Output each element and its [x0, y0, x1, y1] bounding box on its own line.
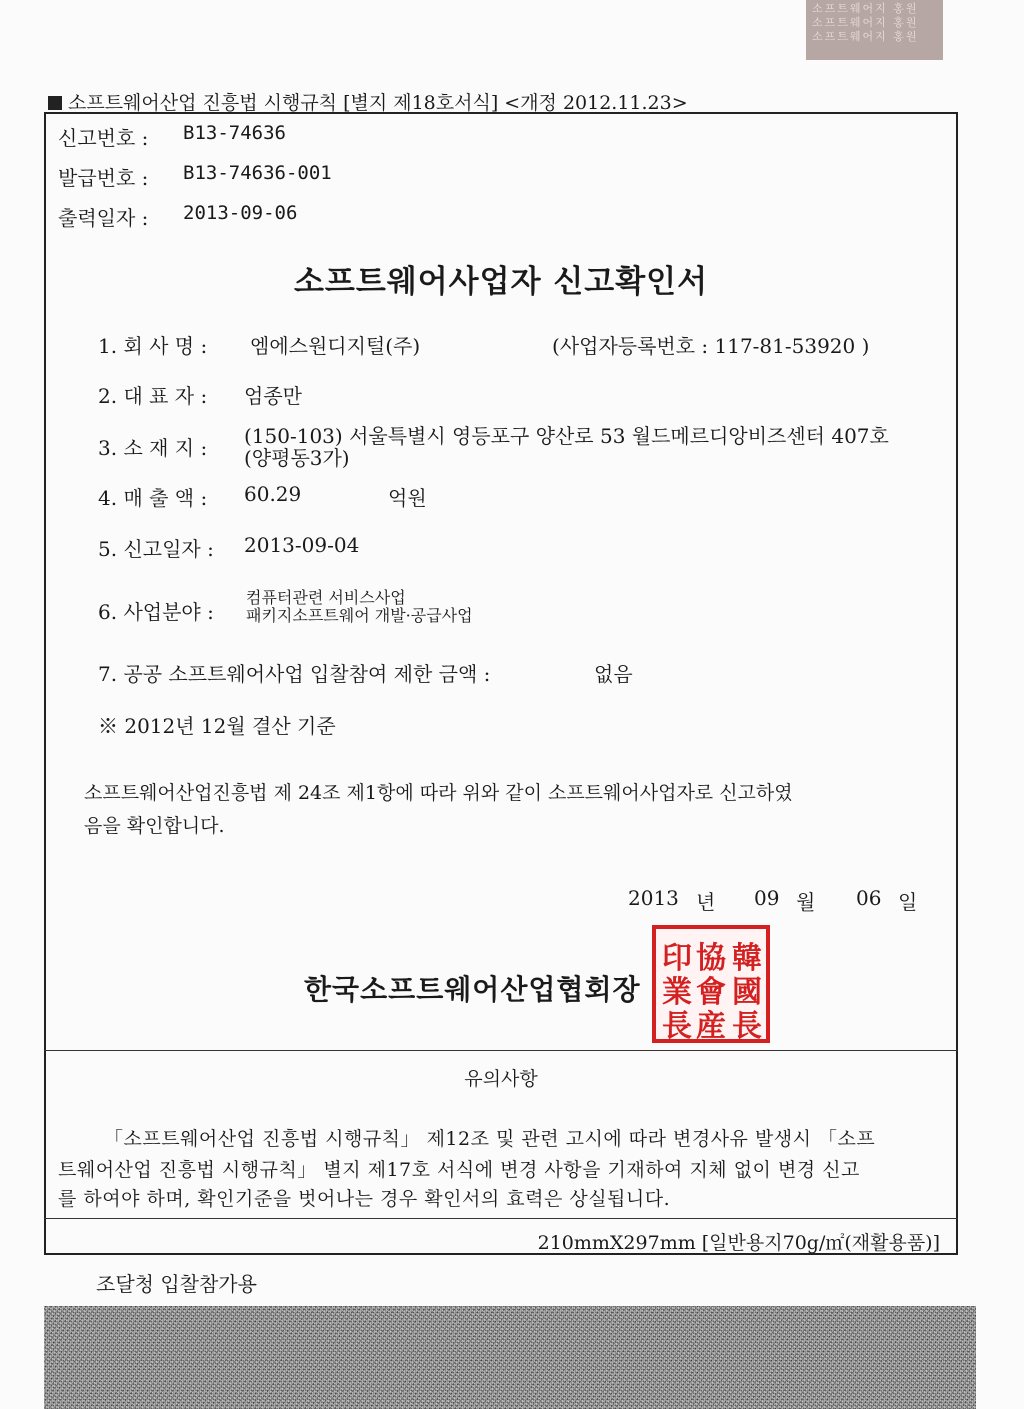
confirmation-line-2: 음을 확인합니다. — [84, 815, 225, 837]
notice-line-1: 「소프트웨어산업 진흥법 시행규칙」 제12조 및 관련 고시에 따라 변경사유 발생시 「소프 — [104, 1128, 876, 1150]
confirmation-line-1: 소프트웨어산업진흥법 제 24조 제1항에 따라 위와 같이 소프트웨어사업자로 신고하였 — [84, 782, 793, 804]
form-header — [48, 88, 688, 115]
issue-number-row — [58, 162, 332, 191]
document-title: 소프트웨어사업자 신고확인서 — [293, 264, 709, 300]
address-line-2: (양평동3가) — [244, 446, 350, 470]
association-name: 한국소프트웨어산업협회장 — [304, 973, 641, 1006]
address-line-1: (150-103) 서울특별시 영등포구 양산로 53 월드메르디앙비즈센터 407호 — [244, 424, 889, 448]
watermark-line: 소프트웨어지 홍원 — [812, 16, 919, 29]
company-name: 엠에스원디지털(주) — [250, 334, 421, 358]
sales-unit: 억원 — [388, 486, 427, 510]
business-field-2: 패키지소프트웨어 개발·공급사업 — [246, 606, 473, 625]
paper-spec: 210mmX297mm [일반용지70g/㎡(재활용품)] — [537, 1232, 940, 1254]
ceo-label: 2. 대 표 자 : — [98, 384, 208, 408]
bid-limit-value: 없음 — [594, 662, 633, 686]
bid-limit-label: 7. 공공 소프트웨어사업 입찰참여 제한 금액 : — [98, 662, 491, 686]
report-date: 2013-09-04 — [244, 533, 360, 557]
official-seal-icon: 印 協 韓 業 會 國 長 産 長 — [652, 925, 770, 1043]
form-header-text: 소프트웨어산업 진흥법 시행규칙 [별지 제18호서식] <개정 2012.11.23> — [68, 92, 688, 114]
noise-pattern-band — [44, 1306, 976, 1409]
issue-number: B13-74636-001 — [183, 162, 332, 184]
sales-label: 4. 매 출 액 : — [98, 486, 208, 510]
notice-title: 유의사항 — [464, 1068, 538, 1090]
address-label: 3. 소 재 지 : — [98, 436, 208, 460]
date-month-unit: 월 — [796, 890, 816, 914]
report-date-label: 5. 신고일자 : — [98, 537, 214, 561]
report-number: B13-74636 — [183, 122, 286, 144]
print-date: 2013-09-06 — [183, 202, 298, 224]
report-number-label: 신고번호 : — [58, 126, 149, 150]
date-day: 06 — [856, 886, 882, 910]
divider-line — [44, 1050, 958, 1051]
date-year: 2013 — [628, 886, 679, 910]
settlement-basis: ※ 2012년 12월 결산 기준 — [98, 714, 336, 738]
watermark-line: 소프트웨어지 홍원 — [812, 2, 919, 15]
usage-note: 조달청 입찰참가용 — [96, 1272, 257, 1296]
date-day-unit: 일 — [898, 890, 918, 914]
print-date-row — [58, 202, 298, 231]
watermark-stamp — [806, 0, 943, 60]
square-bullet-icon — [48, 96, 62, 110]
notice-line-3: 를 하여야 하며, 확인기준을 벗어나는 경우 확인서의 효력은 상실됩니다. — [58, 1188, 671, 1210]
company-label: 1. 회 사 명 : — [98, 334, 208, 358]
business-field-1: 컴퓨터관련 서비스사업 — [246, 588, 406, 607]
divider-line — [44, 1218, 958, 1219]
report-number-row — [58, 122, 286, 151]
notice-line-2: 트웨어산업 진흥법 시행규칙」 별지 제17호 서식에 변경 사항을 기재하여 지체 없이 변경 신고 — [58, 1159, 860, 1181]
issue-number-label: 발급번호 : — [58, 166, 149, 190]
business-field-label: 6. 사업분야 : — [98, 600, 214, 624]
sales-amount: 60.29 — [244, 482, 302, 506]
business-registration: (사업자등록번호 : 117-81-53920 ) — [552, 334, 870, 358]
watermark-line: 소프트웨어지 홍원 — [812, 30, 919, 43]
ceo-name: 엄종만 — [244, 384, 302, 408]
print-date-label: 출력일자 : — [58, 206, 149, 230]
date-month: 09 — [754, 886, 780, 910]
date-year-unit: 년 — [696, 890, 716, 914]
